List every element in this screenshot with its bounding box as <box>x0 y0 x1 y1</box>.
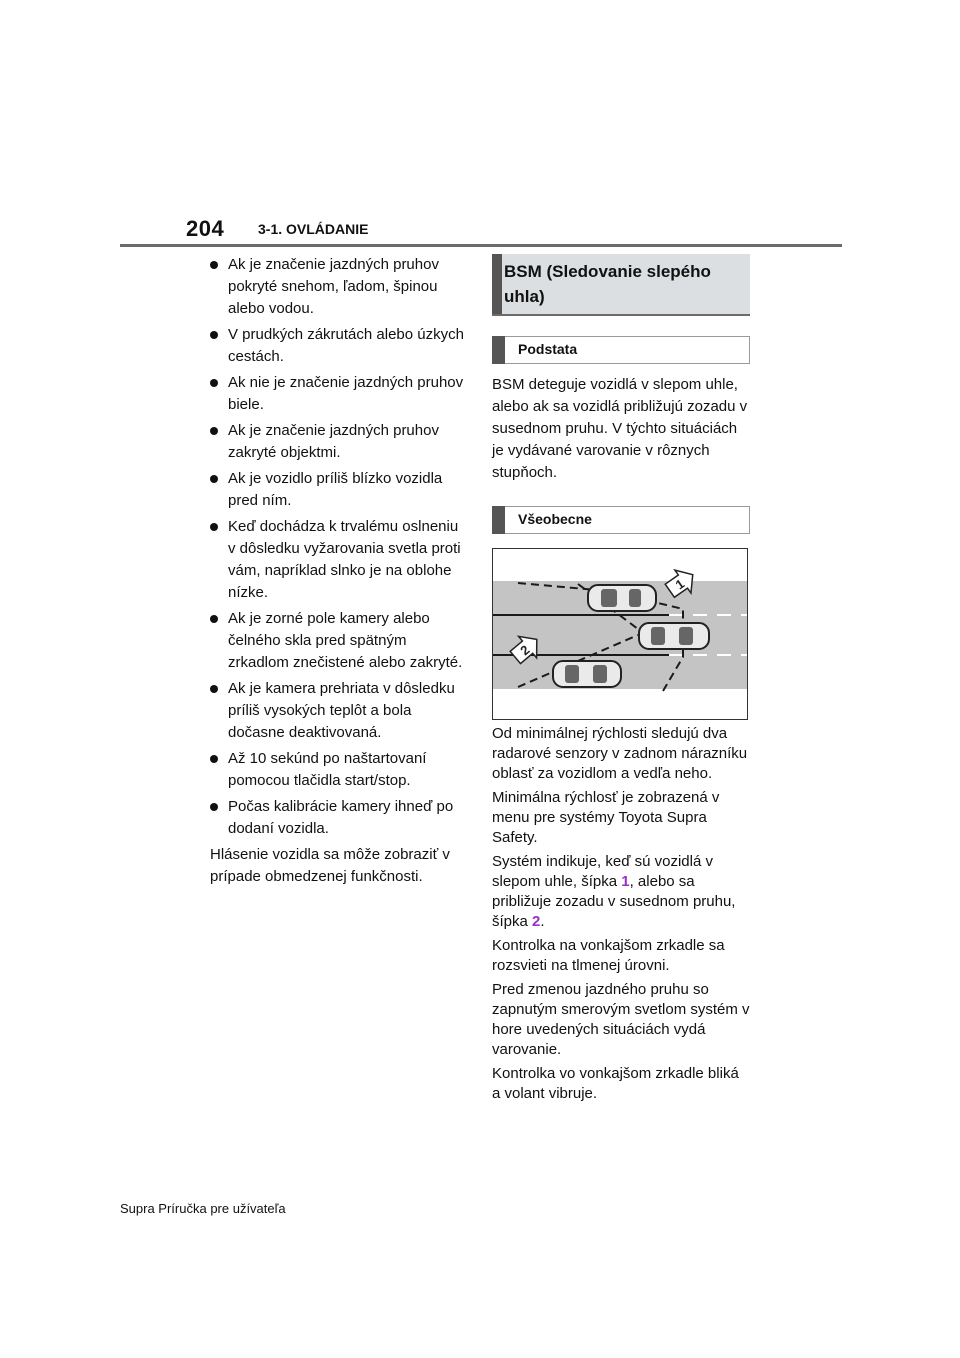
bullet-text: Ak je kamera prehriata v dôsledku príliš vysokých teplôt a bola dočasne deaktivovaná. <box>228 680 455 741</box>
bullet-item <box>210 468 468 512</box>
arrow-ref-2: 2 <box>532 913 541 930</box>
bullet-icon <box>210 755 218 763</box>
bullet-item <box>210 608 468 674</box>
bullet-item <box>210 516 468 604</box>
left-column <box>210 254 468 888</box>
bullet-icon <box>210 475 218 483</box>
bullet-item <box>210 372 468 416</box>
footer-text: Supra Príručka pre užívateľa <box>120 1201 286 1216</box>
car-top-lane <box>588 585 656 611</box>
own-car <box>639 623 709 649</box>
subheading-vseobecne <box>492 506 750 534</box>
bullet-icon <box>210 685 218 693</box>
bsm-diagram <box>492 548 748 720</box>
bullet-icon <box>210 261 218 269</box>
bullet-icon <box>210 523 218 531</box>
indication-text-a: Systém indikuje, keď sú vozidlá v slepom uhle, šípka <box>492 853 713 890</box>
bullet-icon <box>210 427 218 435</box>
page-number: 204 <box>186 216 225 241</box>
bullet-text: Ak je značenie jazdných pruhov zakryté objektmi. <box>228 422 439 461</box>
bullet-text: V prudkých zákrutách alebo úzkych cestách. <box>228 326 464 365</box>
blink-paragraph: Kontrolka vo vonkajšom zrkadle bliká a volant vibruje. <box>492 1065 739 1102</box>
intro-paragraph: BSM deteguje vozidlá v slepom uhle, alebo ak sa vozidlá približujú zozadu v susednom pruhu. V týchto situáciách je vydávané varovanie v rôznych stupňoch. <box>492 376 748 481</box>
bullet-text: Ak je zorné pole kamery alebo čelného skla pred spätným zrkadlom znečistené alebo zakryté. <box>228 610 463 671</box>
limitation-note: Hlásenie vozidla sa môže zobraziť v prípade obmedzenej funkčnosti. <box>210 846 450 885</box>
car-bottom-lane <box>553 661 621 687</box>
bullet-text: Počas kalibrácie kamery ihneď po dodaní vozidla. <box>228 798 454 837</box>
sensors-paragraph: Od minimálnej rýchlosti sledujú dva radarové senzory v zadnom nárazníku oblasť za vozidlom a vedľa neho. <box>492 725 748 782</box>
bullet-icon <box>210 615 218 623</box>
subheading-podstata <box>492 336 750 364</box>
section-title: 3-1. OVLÁDANIE <box>258 221 369 237</box>
indication-text-c: . <box>540 913 545 930</box>
bullet-icon <box>210 331 218 339</box>
bsm-heading-text: BSM (Sledovanie slepého uhla) <box>504 262 711 306</box>
bullet-item <box>210 748 468 792</box>
header-rule <box>120 244 842 247</box>
bullet-item <box>210 324 468 368</box>
mirror-paragraph: Kontrolka na vonkajšom zrkadle sa rozsvieti na tlmenej úrovni. <box>492 937 725 974</box>
bullet-item <box>210 796 468 840</box>
bullet-item <box>210 254 468 320</box>
bullet-item <box>210 678 468 744</box>
bullet-icon <box>210 803 218 811</box>
bullet-item <box>210 420 468 464</box>
arrow-1-label: 1 <box>672 576 688 593</box>
bsm-diagram-svg <box>493 549 747 719</box>
heading-bar <box>492 254 502 314</box>
bullet-text: Až 10 sekúnd po naštartovaní pomocou tlačidla start/stop. <box>228 750 427 789</box>
description-block <box>492 724 750 1104</box>
subheading-podstata-text: Podstata <box>518 341 578 357</box>
arrow-ref-1: 1 <box>621 873 630 890</box>
right-column <box>492 254 750 1108</box>
bsm-heading <box>492 254 750 316</box>
indication-paragraph <box>492 852 750 932</box>
bullet-text: Ak je vozidlo príliš blízko vozidla pred ním. <box>228 470 443 509</box>
arrow-2-label: 2 <box>517 642 533 659</box>
bullet-icon <box>210 379 218 387</box>
subheading-bar <box>492 506 505 534</box>
indication-text-b: , alebo sa približuje zozadu v susednom pruhu, šípka <box>492 873 736 930</box>
bullet-text: Keď dochádza k trvalému oslneniu v dôsledku vyžarovania svetla proti vám, napríklad slnko je na oblohe nízke. <box>228 518 461 601</box>
subheading-bar <box>492 336 505 364</box>
bullet-text: Ak je značenie jazdných pruhov pokryté snehom, ľadom, špinou alebo vodou. <box>228 256 439 317</box>
min-speed-paragraph: Minimálna rýchlosť je zobrazená v menu pre systémy Toyota Supra Safety. <box>492 789 720 846</box>
subheading-vseobecne-text: Všeobecne <box>518 511 592 527</box>
bullet-text: Ak nie je značenie jazdných pruhov biele. <box>228 374 464 413</box>
lane-change-paragraph: Pred zmenou jazdného pruhu so zapnutým smerovým svetlom systém v hore uvedených situáciách vydá varovanie. <box>492 981 750 1058</box>
